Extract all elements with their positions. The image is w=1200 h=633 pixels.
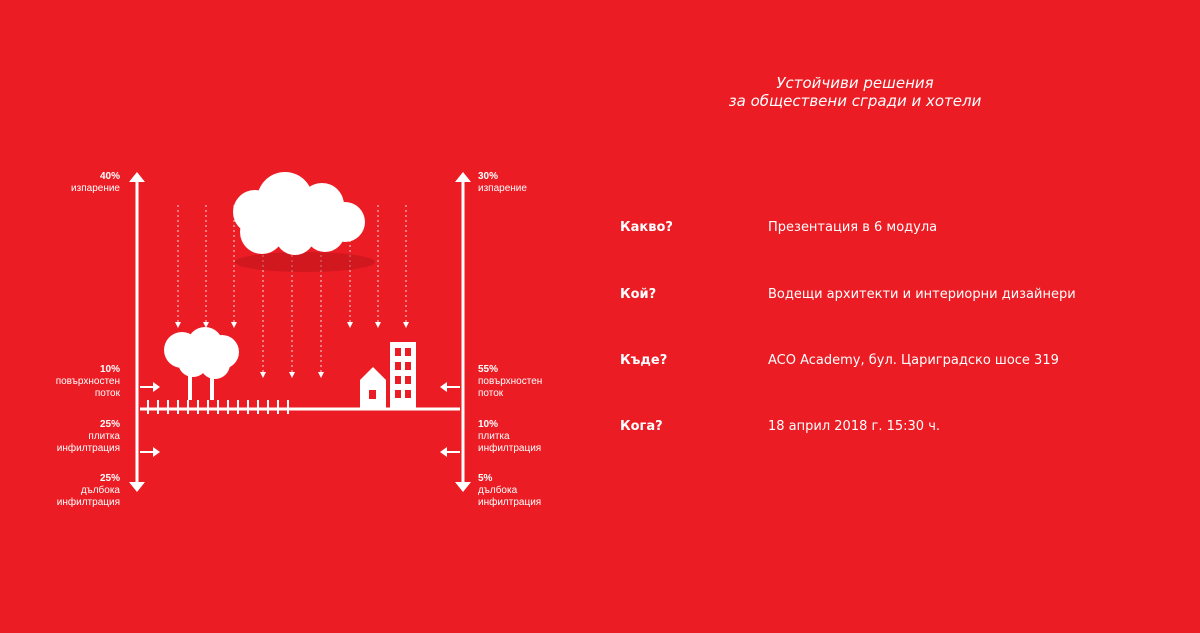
right-deep-label bbox=[478, 473, 568, 509]
right-surface-pct: 55% bbox=[478, 364, 499, 375]
left-shallow-label bbox=[30, 419, 120, 455]
left-deep-line1: дълбока bbox=[80, 485, 120, 496]
title-line-2: за обществени сгради и хотели bbox=[728, 92, 982, 110]
right-shallow-label bbox=[478, 419, 568, 455]
left-evaporation-label bbox=[40, 171, 120, 195]
right-surface-label bbox=[478, 364, 568, 400]
left-deep-pct: 25% bbox=[99, 473, 120, 484]
info-value-where: ACO Academy, бул. Цариградско шосе 319 bbox=[768, 353, 1059, 368]
right-vertical-arrow bbox=[455, 172, 471, 492]
left-evaporation-text: изпарение bbox=[71, 183, 120, 194]
building-icon bbox=[390, 342, 416, 410]
right-evaporation-label bbox=[478, 171, 568, 195]
info-value-what: Презентация в 6 модула bbox=[768, 220, 938, 235]
info-value-who: Водещи архитекти и интериорни дизайнери bbox=[768, 287, 1076, 302]
left-surface-pct: 10% bbox=[99, 364, 120, 375]
right-side-arrows bbox=[440, 382, 460, 457]
title-line-1: Устойчиви решения bbox=[776, 74, 934, 92]
left-evaporation-pct: 40% bbox=[99, 171, 120, 182]
left-side-arrows bbox=[140, 382, 160, 457]
cloud-icon bbox=[233, 172, 375, 272]
water-cycle-diagram bbox=[0, 0, 600, 629]
left-surface-line1: повърхностен bbox=[55, 376, 120, 387]
right-deep-line1: дълбока bbox=[478, 485, 518, 496]
info-key-who: Кой? bbox=[620, 287, 657, 302]
left-deep-line2: инфилтрация bbox=[56, 497, 120, 508]
right-evaporation-pct: 30% bbox=[478, 171, 499, 182]
right-deep-line2: инфилтрация bbox=[478, 497, 542, 508]
right-shallow-pct: 10% bbox=[478, 419, 499, 430]
house-icon bbox=[360, 367, 386, 410]
water-cycle-graphic bbox=[0, 0, 600, 629]
left-shallow-pct: 25% bbox=[99, 419, 120, 430]
page-title bbox=[640, 74, 1070, 110]
right-surface-line1: повърхностен bbox=[478, 376, 543, 387]
left-vertical-arrow bbox=[129, 172, 145, 492]
right-shallow-line1: плитка bbox=[478, 431, 510, 442]
left-surface-line2: поток bbox=[94, 388, 120, 399]
right-deep-pct: 5% bbox=[478, 473, 493, 484]
info-key-when: Кога? bbox=[620, 419, 663, 434]
tree-icon bbox=[164, 327, 239, 400]
right-surface-line2: поток bbox=[478, 388, 504, 399]
right-evaporation-text: изпарение bbox=[478, 183, 527, 194]
info-key-what: Какво? bbox=[620, 220, 673, 235]
left-shallow-line1: плитка bbox=[88, 431, 120, 442]
left-deep-label bbox=[30, 473, 120, 509]
info-value-when: 18 април 2018 г. 15:30 ч. bbox=[768, 419, 941, 434]
left-shallow-line2: инфилтрация bbox=[56, 443, 120, 454]
left-surface-label bbox=[30, 364, 120, 400]
info-key-where: Къде? bbox=[620, 353, 668, 368]
right-shallow-line2: инфилтрация bbox=[478, 443, 542, 454]
